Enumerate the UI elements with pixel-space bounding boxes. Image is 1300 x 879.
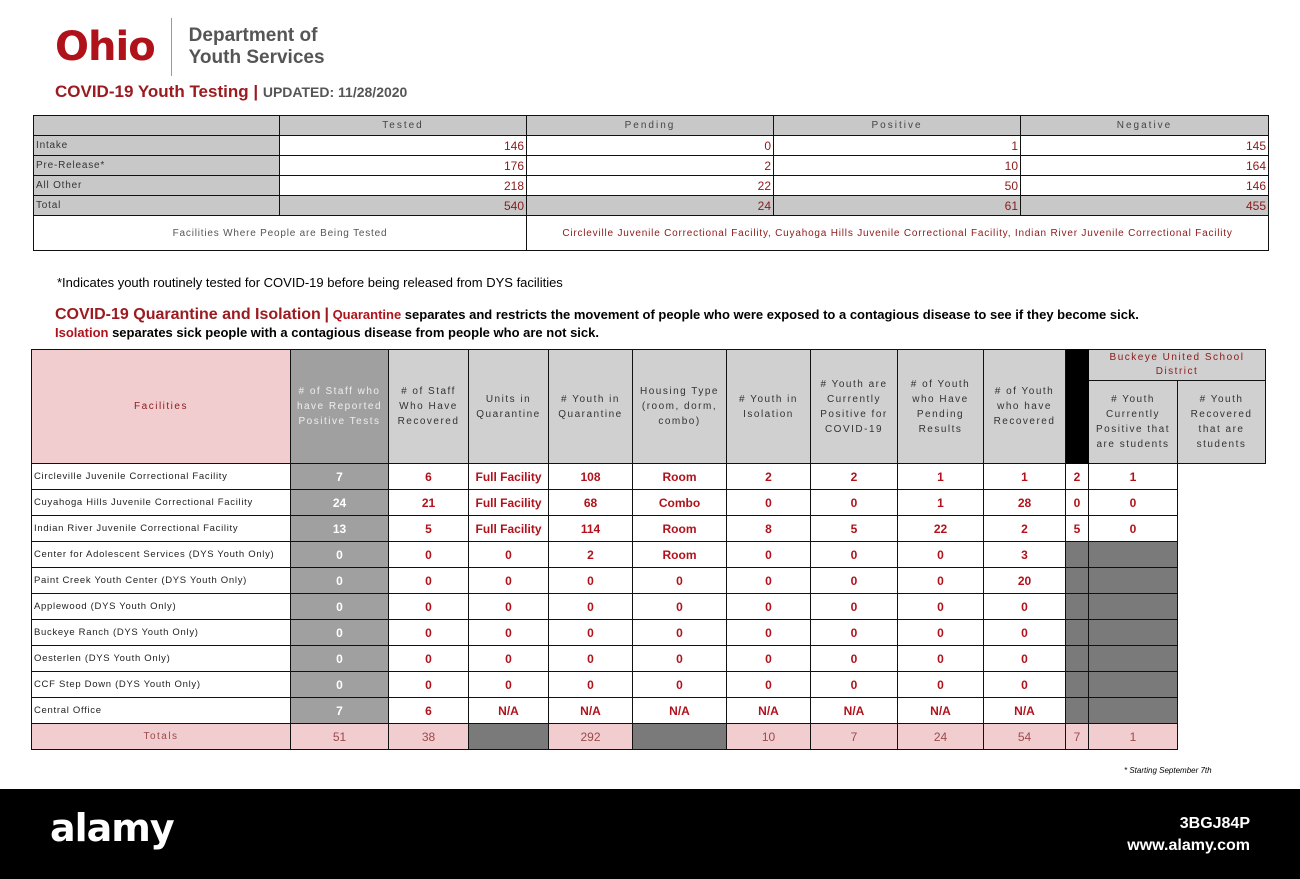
cell: [1089, 646, 1178, 672]
cell: 0: [633, 594, 727, 620]
cell: [1089, 620, 1178, 646]
ohio-dys-logo: [55, 18, 325, 76]
cell: 0: [1066, 490, 1089, 516]
table-row: [32, 672, 1266, 698]
cell: [1089, 698, 1178, 724]
table-header-row: [34, 116, 1269, 136]
cell: 0: [469, 594, 549, 620]
cell: 146: [1021, 176, 1269, 196]
table-row: [32, 568, 1266, 594]
col-header-youth-pending: # of Youth who Have Pending Results: [898, 350, 984, 464]
table-row: [32, 542, 1266, 568]
cell: 21: [389, 490, 469, 516]
alamy-logo: alamy: [50, 806, 174, 850]
col-header-youth-positive: # Youth are Currently Positive for COVID-19: [811, 350, 898, 464]
cell: 0: [898, 672, 984, 698]
cell: 0: [549, 620, 633, 646]
cell: 2: [984, 516, 1066, 542]
cell: 13: [291, 516, 389, 542]
cell: Room: [633, 542, 727, 568]
cell: 0: [984, 620, 1066, 646]
quarantine-isolation-table: [31, 349, 1266, 750]
cell: 0: [549, 568, 633, 594]
cell: 0: [389, 594, 469, 620]
cell: 0: [633, 672, 727, 698]
youth-testing-table: [33, 115, 1269, 251]
row-label: Total: [34, 196, 280, 216]
table-row: [34, 156, 1269, 176]
cell: 0: [291, 594, 389, 620]
cell: 2: [527, 156, 774, 176]
cell: 0: [389, 620, 469, 646]
cell: N/A: [984, 698, 1066, 724]
cell: [1066, 620, 1089, 646]
cell: 0: [811, 672, 898, 698]
facilities-tested-row: [34, 216, 1269, 251]
cell: 22: [527, 176, 774, 196]
cell: 22: [898, 516, 984, 542]
cell: 0: [727, 490, 811, 516]
cell: 1: [774, 136, 1021, 156]
col-header-youth-isolation: # Youth in Isolation: [727, 350, 811, 464]
facility-name: Oesterlen (DYS Youth Only): [32, 646, 291, 672]
cell: 455: [1021, 196, 1269, 216]
cell: [1066, 542, 1089, 568]
cell: [1089, 672, 1178, 698]
cell: N/A: [898, 698, 984, 724]
table-row: [32, 464, 1266, 490]
cell: 0: [811, 542, 898, 568]
cell: 24: [291, 490, 389, 516]
cell: 0: [469, 542, 549, 568]
cell: [1066, 672, 1089, 698]
cell: Full Facility: [469, 464, 549, 490]
table-row: [32, 516, 1266, 542]
cell: 0: [811, 490, 898, 516]
cell: 6: [389, 464, 469, 490]
cell: 50: [774, 176, 1021, 196]
cell: [633, 724, 727, 750]
cell: 7: [1066, 724, 1089, 750]
cell: 114: [549, 516, 633, 542]
cell: 164: [1021, 156, 1269, 176]
facility-name: Applewood (DYS Youth Only): [32, 594, 291, 620]
logo-divider: [171, 18, 172, 76]
cell: 24: [898, 724, 984, 750]
cell: [1089, 542, 1178, 568]
col-header-facilities: Facilities: [32, 350, 291, 464]
cell: 7: [291, 698, 389, 724]
cell: 0: [898, 594, 984, 620]
table-row: [32, 594, 1266, 620]
cell: 0: [811, 568, 898, 594]
facility-name: Cuyahoga Hills Juvenile Correctional Facility: [32, 490, 291, 516]
cell: 0: [633, 620, 727, 646]
cell: 0: [389, 568, 469, 594]
image-id: 3BGJ84P: [1179, 815, 1250, 832]
cell: Combo: [633, 490, 727, 516]
table-row: [34, 136, 1269, 156]
cell: 0: [291, 568, 389, 594]
col-header: Tested: [280, 116, 527, 136]
table-row: [32, 646, 1266, 672]
cell: 0: [898, 620, 984, 646]
cell: 2: [1066, 464, 1089, 490]
cell: 176: [280, 156, 527, 176]
cell: 0: [633, 568, 727, 594]
cell: 54: [984, 724, 1066, 750]
facility-name: Indian River Juvenile Correctional Facility: [32, 516, 291, 542]
cell: Full Facility: [469, 490, 549, 516]
cell: 1: [1089, 724, 1178, 750]
table-row: [32, 490, 1266, 516]
cell: N/A: [633, 698, 727, 724]
quarantine-heading: COVID-19 Quarantine and Isolation | Quarantine separates and restricts the movement of people who were exposed to a contagious disease to see if they become sick. Isolation separates sick people with a contagious disease from people who are not sick.: [55, 306, 1139, 340]
cell: [1066, 568, 1089, 594]
row-label: Intake: [34, 136, 280, 156]
col-header-buckeye-united: Buckeye United School District: [1089, 350, 1266, 381]
col-header-youth-quarantine: # Youth in Quarantine: [549, 350, 633, 464]
cell: [1089, 568, 1178, 594]
cell: 0: [549, 646, 633, 672]
cell: 0: [898, 568, 984, 594]
cell: 0: [469, 568, 549, 594]
cell: 0: [291, 620, 389, 646]
col-header-youth-recovered: # of Youth who have Recovered: [984, 350, 1066, 464]
cell: 218: [280, 176, 527, 196]
cell: 28: [984, 490, 1066, 516]
cell: 0: [984, 672, 1066, 698]
cell: 146: [280, 136, 527, 156]
cell: 0: [898, 542, 984, 568]
cell: 2: [549, 542, 633, 568]
col-header-housing: Housing Type (room, dorm, combo): [633, 350, 727, 464]
cell: 0: [291, 542, 389, 568]
cell: 61: [774, 196, 1021, 216]
facility-name: CCF Step Down (DYS Youth Only): [32, 672, 291, 698]
cell: N/A: [811, 698, 898, 724]
cell: [1089, 594, 1178, 620]
facility-name: Buckeye Ranch (DYS Youth Only): [32, 620, 291, 646]
col-header-bu-recovered: # Youth Recovered that are students: [1178, 381, 1266, 464]
cell: 0: [469, 646, 549, 672]
cell: 0: [727, 542, 811, 568]
cell: 38: [389, 724, 469, 750]
table-header-row: [32, 350, 1266, 381]
updated-date: UPDATED: 11/28/2020: [262, 84, 408, 100]
cell: [1066, 594, 1089, 620]
cell: 0: [898, 646, 984, 672]
cell: 0: [727, 568, 811, 594]
totals-label: Totals: [32, 724, 291, 750]
cell: 7: [811, 724, 898, 750]
cell: Room: [633, 516, 727, 542]
cell: 0: [549, 672, 633, 698]
cell: 51: [291, 724, 389, 750]
cell: 0: [549, 594, 633, 620]
col-header: Positive: [774, 116, 1021, 136]
cell: 1: [898, 490, 984, 516]
row-label: Pre-Release*: [34, 156, 280, 176]
row-label: All Other: [34, 176, 280, 196]
cell: 540: [280, 196, 527, 216]
cell: 0: [811, 646, 898, 672]
cell: 5: [811, 516, 898, 542]
cell: 1: [898, 464, 984, 490]
cell: 0: [727, 620, 811, 646]
facility-name: Circleville Juvenile Correctional Facility: [32, 464, 291, 490]
cell: 0: [727, 594, 811, 620]
cell: 10: [727, 724, 811, 750]
cell: [469, 724, 549, 750]
cell: 0: [291, 672, 389, 698]
cell: [1066, 698, 1089, 724]
table-row: [34, 176, 1269, 196]
totals-row: [32, 724, 1266, 750]
cell: 6: [389, 698, 469, 724]
col-header-staff-recovered: # of Staff Who Have Recovered: [389, 350, 469, 464]
cell: 0: [633, 646, 727, 672]
cell: 5: [1066, 516, 1089, 542]
watermark-url: www.alamy.com: [1127, 837, 1250, 854]
footnote: * Starting September 7th: [1124, 766, 1212, 775]
facilities-list: Circleville Juvenile Correctional Facility, Cuyahoga Hills Juvenile Correctional Facility, Indian River Juvenile Correctional Facility: [527, 216, 1269, 251]
cell: 20: [984, 568, 1066, 594]
cell: 0: [389, 542, 469, 568]
cell: 0: [1089, 490, 1178, 516]
col-header-bu-positive: # Youth Currently Positive that are students: [1089, 381, 1178, 464]
cell: N/A: [469, 698, 549, 724]
cell: 145: [1021, 136, 1269, 156]
cell: 0: [984, 594, 1066, 620]
facilities-label: Facilities Where People are Being Tested: [34, 216, 527, 251]
cell: 0: [811, 594, 898, 620]
cell: 0: [527, 136, 774, 156]
release-note: *Indicates youth routinely tested for COVID-19 before being released from DYS facilities: [57, 275, 563, 290]
cell: 0: [727, 646, 811, 672]
cell: 0: [389, 672, 469, 698]
cell: N/A: [727, 698, 811, 724]
black-divider: [1066, 350, 1089, 464]
cell: 0: [469, 620, 549, 646]
cell: 68: [549, 490, 633, 516]
cell: 108: [549, 464, 633, 490]
cell: 7: [291, 464, 389, 490]
cell: 8: [727, 516, 811, 542]
cell: 10: [774, 156, 1021, 176]
cell: Full Facility: [469, 516, 549, 542]
col-header: Pending: [527, 116, 774, 136]
facility-name: Center for Adolescent Services (DYS Youth Only): [32, 542, 291, 568]
col-header: Negative: [1021, 116, 1269, 136]
cell: 3: [984, 542, 1066, 568]
cell: 1: [984, 464, 1066, 490]
cell: [1066, 646, 1089, 672]
cell: 0: [811, 620, 898, 646]
ohio-logo-word: Ohio: [55, 24, 155, 70]
cell: 1: [1089, 464, 1178, 490]
col-header-units: Units in Quarantine: [469, 350, 549, 464]
cell: 0: [389, 646, 469, 672]
cell: 0: [469, 672, 549, 698]
facility-name: Paint Creek Youth Center (DYS Youth Only): [32, 568, 291, 594]
cell: 2: [727, 464, 811, 490]
testing-title: COVID-19 Youth Testing | UPDATED: 11/28/2020: [55, 82, 408, 101]
col-header-staff-positive: # of Staff who have Reported Positive Tests: [291, 350, 389, 464]
cell: 0: [727, 672, 811, 698]
facility-name: Central Office: [32, 698, 291, 724]
cell: 0: [1089, 516, 1178, 542]
total-row: [34, 196, 1269, 216]
watermark-bar: [0, 789, 1300, 879]
department-name: Department of Youth Services: [188, 25, 325, 68]
cell: 0: [984, 646, 1066, 672]
cell: 2: [811, 464, 898, 490]
cell: 5: [389, 516, 469, 542]
table-row: [32, 698, 1266, 724]
cell: 24: [527, 196, 774, 216]
cell: 0: [291, 646, 389, 672]
table-row: [32, 620, 1266, 646]
cell: Room: [633, 464, 727, 490]
cell: 292: [549, 724, 633, 750]
cell: N/A: [549, 698, 633, 724]
